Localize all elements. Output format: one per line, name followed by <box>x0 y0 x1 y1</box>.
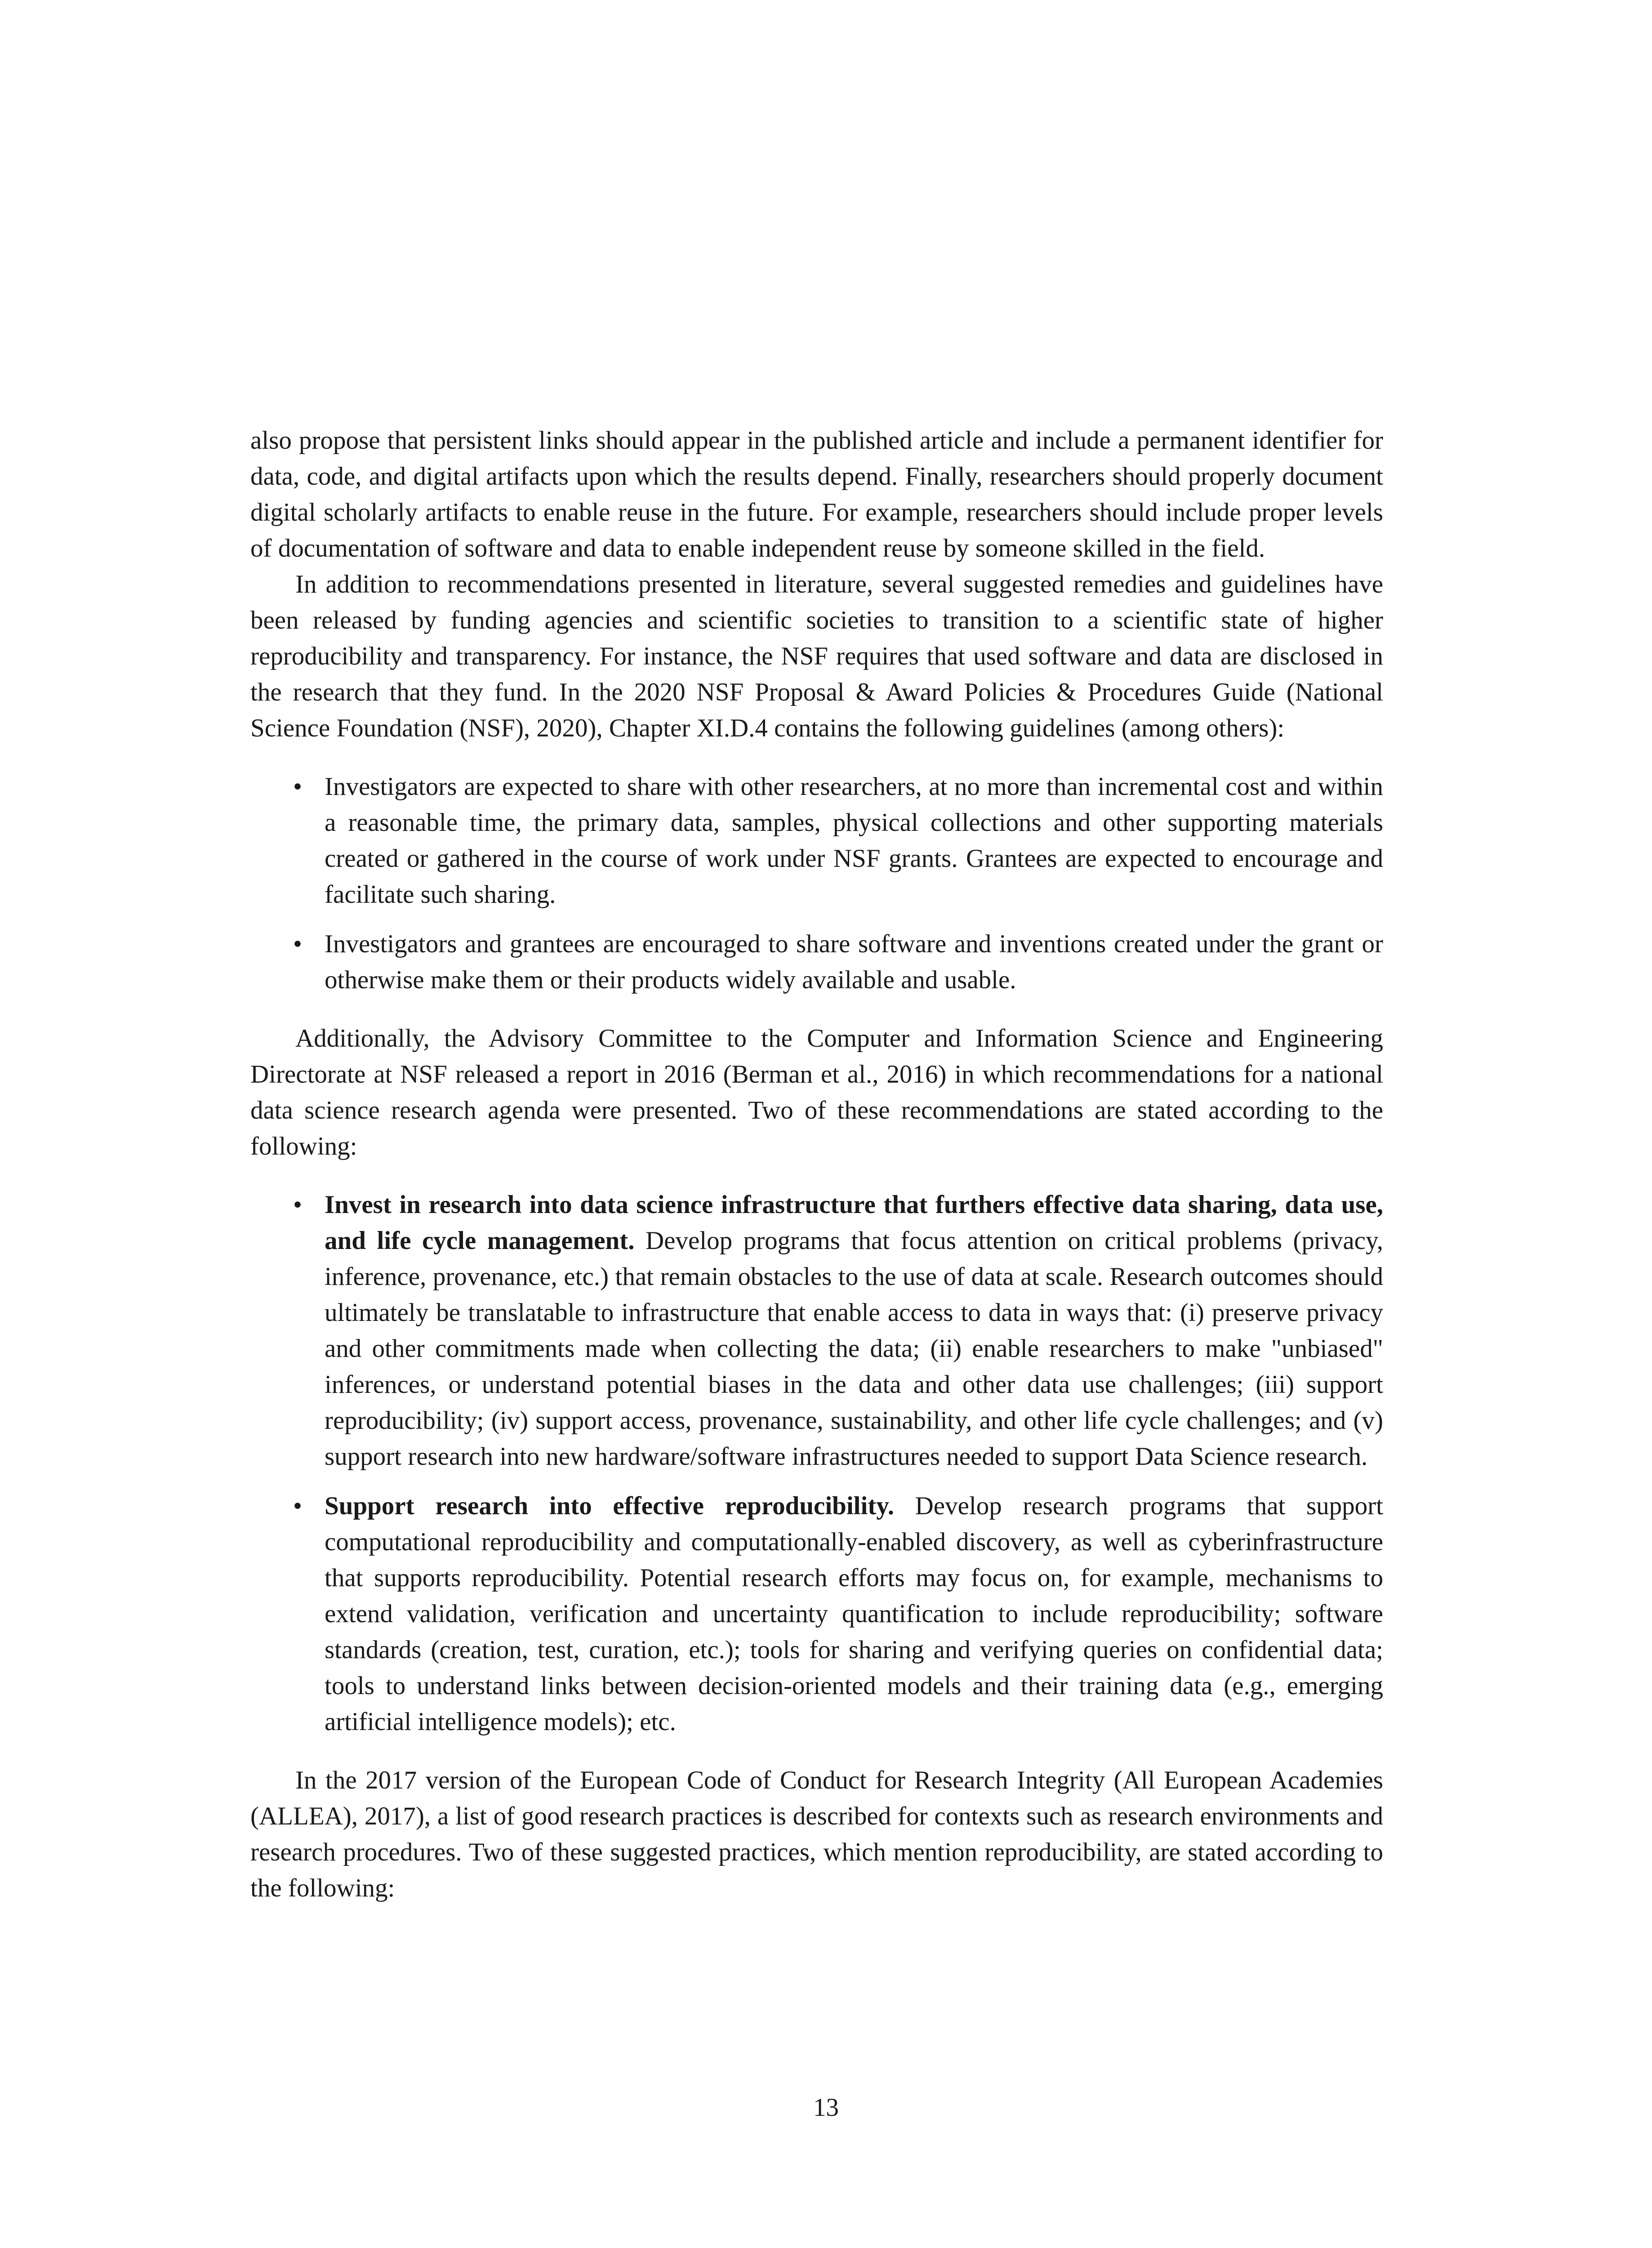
recommendation-heading: Support research into effective reproducibility. <box>325 1492 894 1520</box>
recommendations-list <box>250 1187 1383 1740</box>
paragraph-advisory-committee: Additionally, the Advisory Committee to the Computer and Information Science and Engineering Directorate at NSF released a report in 2016 (Berman et al., 2016) in which recommendations for a national data science research agenda were presented. Two of these recommendations are stated according to the following: <box>250 1024 1383 1160</box>
nsf-guidelines-list <box>250 769 1383 998</box>
recommendation-heading: Invest in research into data science infrastructure that furthers effective data sharing, data use, and life cycle management. <box>325 1191 1383 1255</box>
paragraph-persistent-links: also propose that persistent links should appear in the published article and include a permanent identifier for data, code, and digital artifacts upon which the results depend. Finally, researchers should properly document digital scholarly artifacts to enable reuse in the future. For example, researchers should include proper levels of documentation of software and data to enable independent reuse by someone skilled in the field. <box>250 426 1383 562</box>
recommendation-body: Develop programs that focus attention on critical problems (privacy, inference, provenance, etc.) that remain obstacles to the use of data at scale. Research outcomes should ultimately be translatable to infrastructure that enable access to data in ways that: (i) preserve privacy and other commitments made when collecting the data; (ii) enable researchers to make "unbiased" inferences, or understand potential biases in the data and other data use challenges; (iii) support reproducibility; (iv) support access, provenance, sustainability, and other life cycle challenges; and (v) support research into new hardware/software infrastructures needed to support Data Science research. <box>325 1227 1383 1471</box>
paragraph-european-code: In the 2017 version of the European Code of Conduct for Research Integrity (All European Academies (ALLEA), 2017), a list of good research practices is described for contexts such as research environments and research procedures. Two of these suggested practices, which mention reproducibility, are stated according to the following: <box>250 1766 1383 1902</box>
list-item <box>325 1187 1383 1475</box>
recommendation-body: Develop research programs that support computational reproducibility and computationally-enabled discovery, as well as cyberinfrastructure that supports reproducibility. Potential research efforts may focus on, for example, mechanisms to extend validation, verification and uncertainty quantification to include reproducibility; software standards (creation, test, curation, etc.); tools for sharing and verifying queries on confidential data; tools to understand links between decision-oriented models and their training data (e.g., emerging artificial intelligence models); etc. <box>325 1492 1383 1736</box>
list-item: • Investigators are expected to share with other researchers, at no more than incremental cost and within a reasonable time, the primary data, samples, physical collections and other supporting materials created or gathered in the course of work under NSF grants. Grantees are expected to encourage and facilitate such sharing. <box>325 769 1383 913</box>
list-item: • Investigators and grantees are encouraged to share software and inventions created under the grant or otherwise make them or their products widely available and usable. <box>325 926 1383 998</box>
list-item <box>325 1488 1383 1740</box>
page-body <box>250 423 1383 1906</box>
page-number: 13 <box>813 2093 839 2122</box>
paragraph-funding-guidelines: In addition to recommendations presented in literature, several suggested remedies and guidelines have been released by funding agencies and scientific societies to transition to a scientific state of higher reproducibility and transparency. For instance, the NSF requires that used software and data are disclosed in the research that they fund. In the 2020 NSF Proposal & Award Policies & Procedures Guide (National Science Foundation (NSF), 2020), Chapter XI.D.4 contains the following guidelines (among others): <box>250 570 1383 742</box>
